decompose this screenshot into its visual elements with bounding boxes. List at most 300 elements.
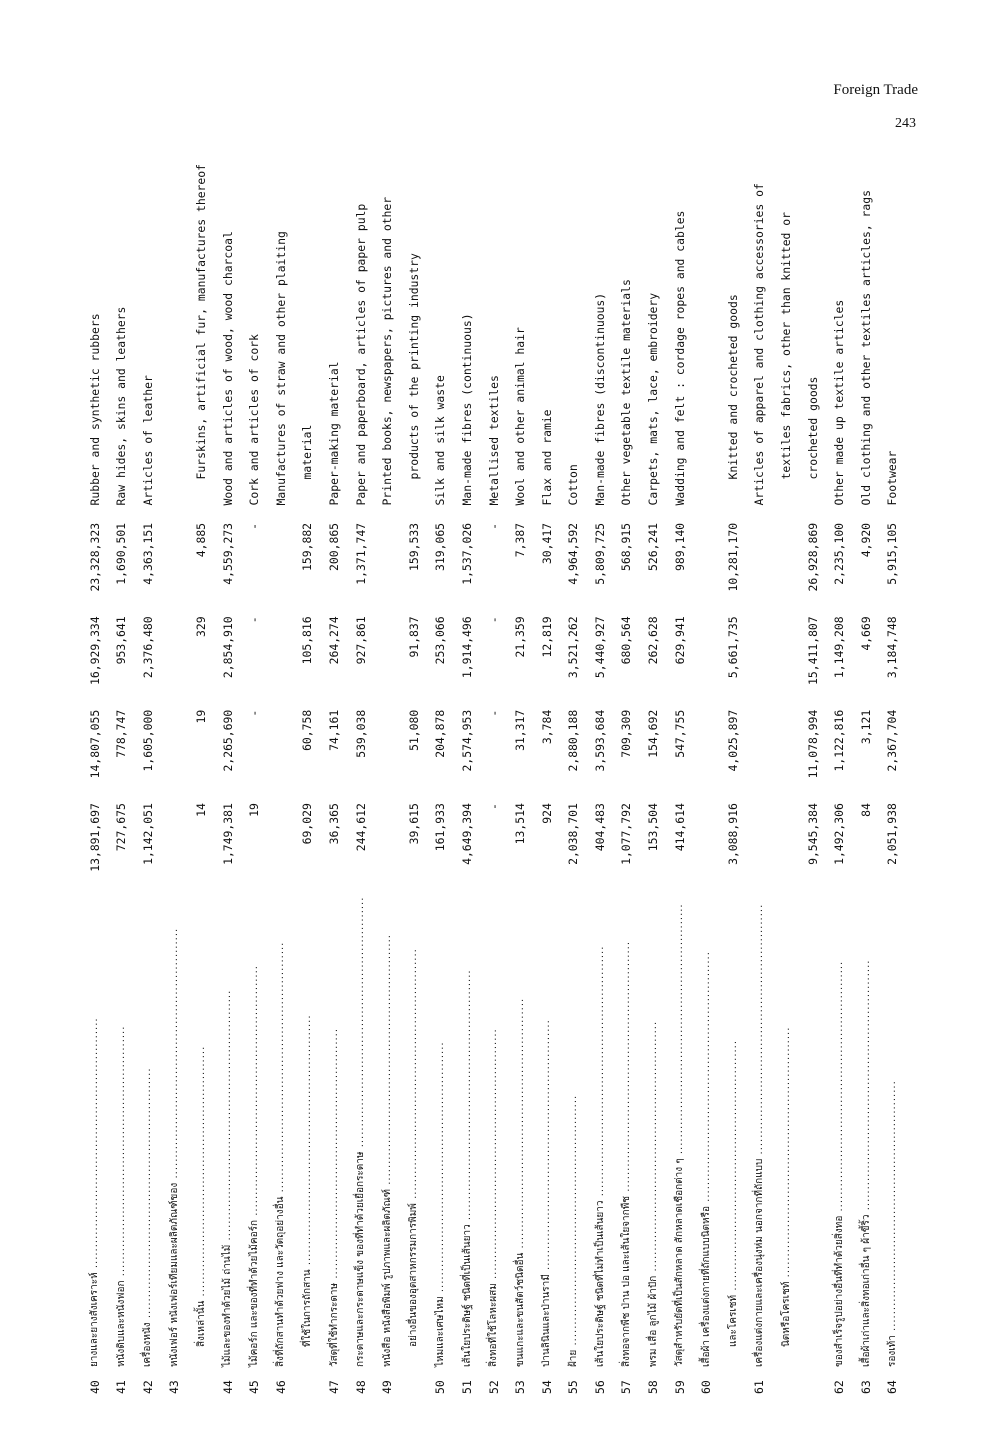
- rotated-table-container: [82, 164, 900, 1394]
- thai-label: [807, 1347, 818, 1373]
- english-description: Articles of leather: [140, 375, 155, 506]
- value-col-4: 2,235,100: [832, 522, 847, 585]
- commodity-code: 41: [114, 1380, 129, 1394]
- table-row: [401, 164, 428, 1394]
- thai-description: [401, 897, 428, 1373]
- value-col-1: 161,933: [433, 803, 448, 852]
- table-row: [773, 164, 800, 1394]
- commodity-code: [720, 1373, 747, 1394]
- value-col-2: 547,755: [672, 709, 687, 758]
- thai-label: สิ่งเหล่านั้น: [195, 1300, 207, 1348]
- thai-label: และโครเชท์: [727, 1294, 739, 1348]
- thai-label: กระดาษและกระดาษแข็ง ของที่ทำด้วยเยื่อกระดาษ: [355, 1151, 367, 1368]
- commodity-code: 57: [619, 1380, 634, 1394]
- thai-label: ไหมและเศษไหม: [435, 1296, 447, 1368]
- thai-description: [295, 897, 322, 1373]
- value-col-2: 778,747: [114, 709, 129, 758]
- value-col-4: [268, 523, 295, 616]
- dot-leader: ............................................................: [408, 948, 420, 1204]
- thai-label: หนังเฟอร์ หนังเฟอร์เทียมและผลิตภัณฑ์ของ: [169, 1182, 181, 1368]
- table-row: [428, 164, 455, 1394]
- dot-leader: ............................................................: [195, 1045, 207, 1301]
- english-description: Wool and other animal hair: [513, 327, 528, 506]
- english-description: Wood and articles of wood, wood charcoal: [220, 231, 235, 506]
- english-description: Carpets, mats, lace, embroidery: [646, 292, 661, 506]
- value-col-4: [773, 523, 800, 616]
- table-row: [587, 164, 614, 1394]
- dot-leader: ............................................................: [381, 934, 393, 1189]
- value-col-2: 3,121: [858, 709, 873, 745]
- thai-label: อย่างอื่นของอุตสาหกรรมการพิมพ์: [408, 1203, 420, 1348]
- value-col-3: 16,929,334: [87, 616, 102, 685]
- dot-leader: ............................................................: [674, 903, 686, 1159]
- value-col-1: 404,483: [592, 803, 607, 852]
- commodity-code: 47: [326, 1380, 341, 1394]
- thai-description: [375, 897, 402, 1373]
- dot-leader: ............................................................: [328, 1027, 340, 1283]
- english-description: Footwear: [885, 450, 900, 506]
- column-gap: [508, 505, 535, 522]
- value-col-2: [694, 710, 721, 803]
- value-col-4: 26,928,869: [805, 522, 820, 592]
- value-col-3: 5,440,927: [592, 616, 607, 679]
- value-col-2: 539,038: [353, 709, 368, 758]
- table-row: [880, 164, 907, 1394]
- value-col-1: 414,614: [672, 803, 687, 852]
- column-gap: [82, 505, 109, 522]
- dot-leader: ............................................................: [435, 1041, 447, 1297]
- column-gap: [188, 505, 215, 522]
- dot-leader: ............................................................: [142, 1067, 154, 1323]
- value-col-1: 2,038,701: [566, 803, 581, 865]
- value-col-3: [375, 616, 402, 709]
- commodity-code: 56: [592, 1380, 607, 1394]
- thai-description: [561, 897, 588, 1373]
- value-col-4: -: [486, 522, 501, 530]
- thai-description: [720, 897, 747, 1373]
- dot-leader: ............................................................: [514, 997, 526, 1253]
- thai-description: [321, 897, 348, 1373]
- column-gap: [640, 505, 667, 522]
- thai-label: สิ่งทอที่ใช้โลหะผสม: [488, 1283, 500, 1368]
- table-row: [800, 164, 827, 1394]
- value-col-4: [747, 523, 774, 616]
- commodity-code: 58: [646, 1380, 661, 1394]
- value-col-4: 5,809,725: [592, 522, 607, 585]
- thai-description: [481, 897, 508, 1373]
- value-col-1: 39,615: [406, 803, 421, 845]
- table-row: [827, 164, 854, 1394]
- commodity-code: 59: [672, 1380, 687, 1394]
- table-row: [534, 164, 561, 1394]
- table-row: [82, 164, 109, 1394]
- thai-label: ป่านลินินและป่านรามี: [541, 1274, 553, 1368]
- column-gap: [135, 505, 162, 522]
- table-row: [295, 164, 322, 1394]
- value-col-1: [747, 803, 774, 896]
- value-col-2: 204,878: [433, 709, 448, 758]
- dot-leader: ............................................................: [887, 1080, 899, 1336]
- table-row: [109, 164, 136, 1394]
- thai-description: [508, 897, 535, 1373]
- value-col-4: 4,363,151: [140, 522, 155, 585]
- commodity-code: 48: [353, 1380, 368, 1394]
- value-col-3: -: [486, 616, 501, 624]
- table-row: [454, 164, 481, 1394]
- value-col-4: 1,537,026: [459, 522, 474, 585]
- value-col-3: 15,411,807: [805, 616, 820, 685]
- value-col-3: 3,184,748: [885, 616, 900, 679]
- value-col-3: 953,641: [114, 616, 129, 665]
- column-gap: [561, 505, 588, 522]
- value-col-1: [375, 803, 402, 896]
- thai-description: [428, 897, 455, 1373]
- value-col-2: 74,161: [326, 709, 341, 751]
- dot-leader: ............................................................: [860, 959, 872, 1215]
- value-col-4: 23,328,323: [87, 522, 102, 592]
- table-row: [508, 164, 535, 1394]
- value-col-3: 629,941: [672, 616, 687, 665]
- commodity-code: 60: [699, 1380, 714, 1394]
- dot-leader: ............................................................: [647, 1020, 659, 1276]
- value-col-1: 1,492,306: [832, 803, 847, 865]
- commodity-code: 64: [885, 1380, 900, 1394]
- table-row: [561, 164, 588, 1394]
- value-col-2: [747, 710, 774, 803]
- thai-label: พรม เสื่อ ลูกไม้ ผ้าปัก: [647, 1275, 659, 1368]
- value-col-1: 13,891,697: [87, 803, 102, 872]
- thai-label: เครื่องแต่งกายและเครื่องนุ่งห่ม นอกจากที่ถักแบบ: [754, 1158, 766, 1368]
- value-col-4: 30,417: [539, 522, 554, 565]
- thai-description: [800, 897, 827, 1373]
- table-row: [640, 164, 667, 1394]
- value-col-4: 4,920: [858, 522, 873, 558]
- thai-description: [82, 897, 109, 1373]
- value-col-4: 568,915: [619, 522, 634, 571]
- english-description: Furskins, artificial fur, manufactures thereof: [193, 164, 208, 480]
- value-col-3: -: [247, 616, 262, 624]
- page-number: 243: [895, 116, 916, 131]
- commodity-code: 51: [459, 1380, 474, 1394]
- english-description: textiles fabrics, other than knitted or: [779, 212, 794, 480]
- thai-description: [162, 897, 189, 1373]
- value-col-2: 154,692: [646, 709, 661, 758]
- thai-description: [268, 897, 295, 1373]
- dot-leader: ............................................................: [727, 1039, 739, 1295]
- value-col-1: 36,365: [326, 803, 341, 845]
- column-gap: [614, 505, 641, 522]
- thai-label: ที่ใช้ในการถักสาน: [302, 1269, 314, 1348]
- value-col-2: 1,122,816: [832, 709, 847, 772]
- thai-label: ของสำเร็จรูปอย่างอื่นที่ทำด้วยสิ่งทอ: [833, 1215, 845, 1368]
- table-row: [375, 164, 402, 1394]
- thai-description: [667, 897, 694, 1373]
- english-description: Man-made fibres (discontinuous): [592, 292, 607, 506]
- thai-label: เครื่องหนัง: [142, 1322, 154, 1368]
- thai-label: เสื้อผ้า เครื่องแต่งกายที่ถักแบบนิตหรือ: [700, 1206, 712, 1368]
- value-col-1: [162, 803, 189, 896]
- commodity-code: [295, 1373, 322, 1394]
- value-col-4: 159,533: [406, 522, 421, 571]
- value-col-3: 680,564: [619, 616, 634, 665]
- table-row: [747, 164, 774, 1394]
- commodity-code: 46: [273, 1380, 288, 1394]
- dot-leader: ............................................................: [594, 945, 606, 1201]
- column-gap: [242, 505, 269, 522]
- english-description: Cotton: [566, 464, 581, 506]
- thai-description: [827, 897, 854, 1373]
- thai-label: นิตหรือโครเชท์: [780, 1281, 792, 1348]
- value-col-3: 105,816: [300, 616, 315, 665]
- dot-leader: ............................................................: [833, 960, 845, 1216]
- column-gap: [428, 505, 455, 522]
- column-gap: [827, 505, 854, 522]
- value-col-3: 329: [193, 616, 208, 637]
- value-col-4: 159,882: [300, 522, 315, 571]
- thai-description: [454, 897, 481, 1373]
- value-col-2: -: [486, 709, 501, 717]
- value-col-2: 2,880,188: [566, 709, 581, 772]
- value-col-4: 200,865: [326, 522, 341, 571]
- thai-description: [880, 897, 907, 1373]
- dot-leader: ............................................................: [89, 1017, 101, 1273]
- table-row: [614, 164, 641, 1394]
- value-col-1: 13,514: [513, 803, 528, 845]
- value-col-1: 727,675: [114, 803, 129, 852]
- value-col-4: 10,281,170: [725, 522, 740, 592]
- table-row: [162, 164, 189, 1394]
- value-col-2: 2,265,690: [220, 709, 235, 772]
- thai-label: สิ่งทอจากพืช ป่าน ปอ และเส้นใยจากพืช: [621, 1195, 633, 1368]
- thai-description: [773, 897, 800, 1373]
- thai-description: [747, 897, 774, 1373]
- value-col-1: 14: [193, 803, 208, 817]
- value-col-3: 4,669: [858, 616, 873, 651]
- value-col-2: [773, 710, 800, 803]
- column-gap: [747, 505, 774, 522]
- dot-leader: ............................................................: [355, 896, 367, 1152]
- thai-label: วัสดุที่ใช้ทำกระดาษ: [328, 1282, 340, 1368]
- thai-description: [348, 897, 375, 1373]
- column-gap: [295, 505, 322, 522]
- english-description: Other made up textile articles: [832, 299, 847, 506]
- column-gap: [401, 505, 428, 522]
- dot-leader: ............................................................: [248, 965, 260, 1220]
- value-col-3: [694, 616, 721, 709]
- commodity-code: 42: [140, 1380, 155, 1394]
- value-col-4: 5,915,105: [885, 522, 900, 585]
- column-gap: [109, 505, 136, 522]
- commodity-code: [401, 1373, 428, 1394]
- dot-leader: ............................................................: [461, 969, 473, 1225]
- value-col-2: 31,317: [513, 709, 528, 751]
- value-col-2: 1,605,000: [140, 709, 155, 772]
- english-description: Rubber and synthetic rubbers: [87, 313, 102, 506]
- trade-table-body: [82, 164, 906, 1394]
- english-description: products of the printing industry: [406, 253, 421, 480]
- thai-label: ขนแกะและขนสัตว์ชนิดอื่น: [514, 1252, 526, 1368]
- value-col-2: 3,593,684: [592, 709, 607, 772]
- english-description: Knitted and crocheted goods: [725, 294, 740, 480]
- value-col-2: [162, 710, 189, 803]
- dot-leader: ............................................................: [567, 1094, 579, 1350]
- value-col-3: 3,521,262: [566, 616, 581, 679]
- value-col-1: [268, 803, 295, 896]
- table-row: [481, 164, 508, 1394]
- value-col-4: 526,241: [646, 522, 661, 571]
- value-col-1: 1,077,792: [619, 803, 634, 865]
- table-row: [720, 164, 747, 1394]
- column-gap: [348, 505, 375, 522]
- dot-leader: ............................................................: [222, 989, 234, 1245]
- table-row: [268, 164, 295, 1394]
- value-col-3: 2,376,480: [140, 616, 155, 679]
- commodity-code: 50: [433, 1380, 448, 1394]
- value-col-1: 9,545,384: [805, 803, 820, 865]
- thai-label: หนังดิบและหนังฟอก: [115, 1280, 127, 1368]
- value-col-3: 262,628: [646, 616, 661, 665]
- value-col-1: 3,088,916: [725, 803, 740, 865]
- thai-description: [215, 897, 242, 1373]
- english-description: Manufactures of straw and other plaiting: [273, 231, 288, 506]
- english-description: Wadding and felt : cordage ropes and cables: [672, 210, 687, 506]
- thai-label: เส้นใยประดิษฐ์ ชนิดที่เป็นเส้นยาว: [461, 1224, 473, 1368]
- dot-leader: ............................................................: [115, 1025, 127, 1281]
- commodity-code: 52: [486, 1380, 501, 1394]
- column-gap: [880, 505, 907, 522]
- value-col-2: 60,758: [300, 709, 315, 751]
- commodity-code: [773, 1373, 800, 1394]
- english-description: Metallised textiles: [486, 375, 501, 506]
- table-row: [242, 164, 269, 1394]
- value-col-1: -: [486, 803, 501, 811]
- column-gap: [587, 505, 614, 522]
- english-description: [162, 164, 189, 505]
- column-gap: [534, 505, 561, 522]
- english-description: Man-made fibres (continuous): [459, 313, 474, 506]
- thai-label: เส้นใยประดิษฐ์ ชนิดที่ไม่ทำเป็นเส้นยาว: [594, 1200, 606, 1368]
- thai-label: รองเท้า: [887, 1335, 899, 1368]
- column-gap: [800, 505, 827, 522]
- table-row: [348, 164, 375, 1394]
- commodity-code: 53: [513, 1380, 528, 1394]
- column-gap: [667, 505, 694, 522]
- commodity-code: 40: [87, 1380, 102, 1394]
- table-row: [321, 164, 348, 1394]
- value-col-4: 1,371,747: [353, 522, 368, 585]
- value-col-1: 924: [539, 803, 554, 824]
- value-col-2: -: [247, 709, 262, 717]
- value-col-3: 12,819: [539, 616, 554, 658]
- thai-description: [188, 897, 215, 1373]
- commodity-code: [800, 1373, 827, 1394]
- value-col-4: 1,690,501: [114, 522, 129, 585]
- value-col-1: 19: [247, 803, 262, 817]
- value-col-4: 7,387: [513, 522, 528, 558]
- value-col-4: [694, 523, 721, 616]
- thai-description: [640, 897, 667, 1373]
- english-description: Other vegetable textile materials: [619, 279, 634, 506]
- dot-leader: ............................................................: [488, 1028, 500, 1284]
- value-col-2: 2,367,704: [885, 709, 900, 772]
- value-col-4: 4,885: [193, 522, 208, 558]
- value-col-2: 11,078,994: [805, 709, 820, 779]
- commodity-code: 55: [566, 1380, 581, 1394]
- thai-description: [694, 897, 721, 1373]
- dot-leader: ............................................................: [169, 927, 181, 1183]
- value-col-2: 3,784: [539, 709, 554, 745]
- value-col-1: 1,142,051: [140, 803, 155, 865]
- value-col-3: 5,661,735: [725, 616, 740, 679]
- value-col-3: 1,149,208: [832, 616, 847, 679]
- value-col-1: 69,029: [300, 803, 315, 845]
- value-col-3: 927,861: [353, 616, 368, 665]
- commodity-code: 43: [167, 1380, 182, 1394]
- dot-leader: ............................................................: [275, 941, 287, 1197]
- value-col-4: 319,065: [433, 522, 448, 571]
- english-description: Flax and ramie: [539, 409, 554, 506]
- commodity-code: 62: [832, 1380, 847, 1394]
- english-description: material: [300, 424, 315, 480]
- thai-description: [587, 897, 614, 1373]
- value-col-1: 84: [858, 803, 873, 817]
- value-col-3: 1,914,496: [459, 616, 474, 679]
- thai-label: ไม้คอร์ก และของที่ทำด้วยไม้คอร์ก: [248, 1219, 260, 1368]
- value-col-3: 2,854,910: [220, 616, 235, 679]
- english-description: Cork and articles of cork: [247, 334, 262, 506]
- running-head: Foreign Trade: [833, 82, 918, 98]
- commodity-code: 61: [752, 1380, 767, 1394]
- thai-label: เสื้อผ้าเก่าและสิ่งทอเก่าอื่น ๆ ผ้าขี้ริ้ว: [860, 1214, 872, 1368]
- value-col-4: [375, 523, 402, 616]
- column-gap: [162, 505, 189, 522]
- thai-description: [853, 897, 880, 1373]
- column-gap: [481, 505, 508, 522]
- thai-label: ฝ้าย: [567, 1349, 579, 1368]
- table-row: [135, 164, 162, 1394]
- value-col-4: 4,964,592: [566, 522, 581, 585]
- value-col-1: 2,051,938: [885, 803, 900, 865]
- value-col-1: [773, 803, 800, 896]
- column-gap: [321, 505, 348, 522]
- thai-label: ยางและยางสังเคราะห์: [89, 1272, 101, 1368]
- dot-leader: ............................................................: [621, 941, 633, 1196]
- value-col-2: [268, 710, 295, 803]
- dot-leader: ............................................................: [754, 903, 766, 1159]
- value-col-1: 153,504: [646, 803, 661, 852]
- value-col-1: [694, 803, 721, 896]
- value-col-1: 4,649,394: [459, 803, 474, 865]
- thai-label: สิ่งที่ถักสานทำด้วยฟาง และวัตถุอย่างอื่น: [275, 1196, 287, 1368]
- column-gap: [720, 505, 747, 522]
- value-col-2: 14,807,055: [87, 709, 102, 779]
- table-row: [853, 164, 880, 1394]
- column-gap: [853, 505, 880, 522]
- column-gap: [694, 505, 721, 522]
- english-description: crocheted goods: [805, 376, 820, 480]
- commodity-code: 44: [220, 1380, 235, 1394]
- thai-label: วัสดุสำหรับยัดที่เป็นสักหลาด สักหลาดเชือกต่าง ๆ: [674, 1158, 686, 1368]
- english-description: Paper and paperboard, articles of paper pulp: [353, 203, 368, 506]
- thai-description: [109, 897, 136, 1373]
- thai-label: ไม้และของทำด้วยไม้ ถ่านไม้: [222, 1244, 234, 1368]
- table-row: [188, 164, 215, 1394]
- dot-leader: ............................................................: [302, 1014, 314, 1270]
- value-col-3: 253,066: [433, 616, 448, 665]
- value-col-1: 1,749,381: [220, 803, 235, 865]
- table-row: [667, 164, 694, 1394]
- commodity-code: 49: [380, 1380, 395, 1394]
